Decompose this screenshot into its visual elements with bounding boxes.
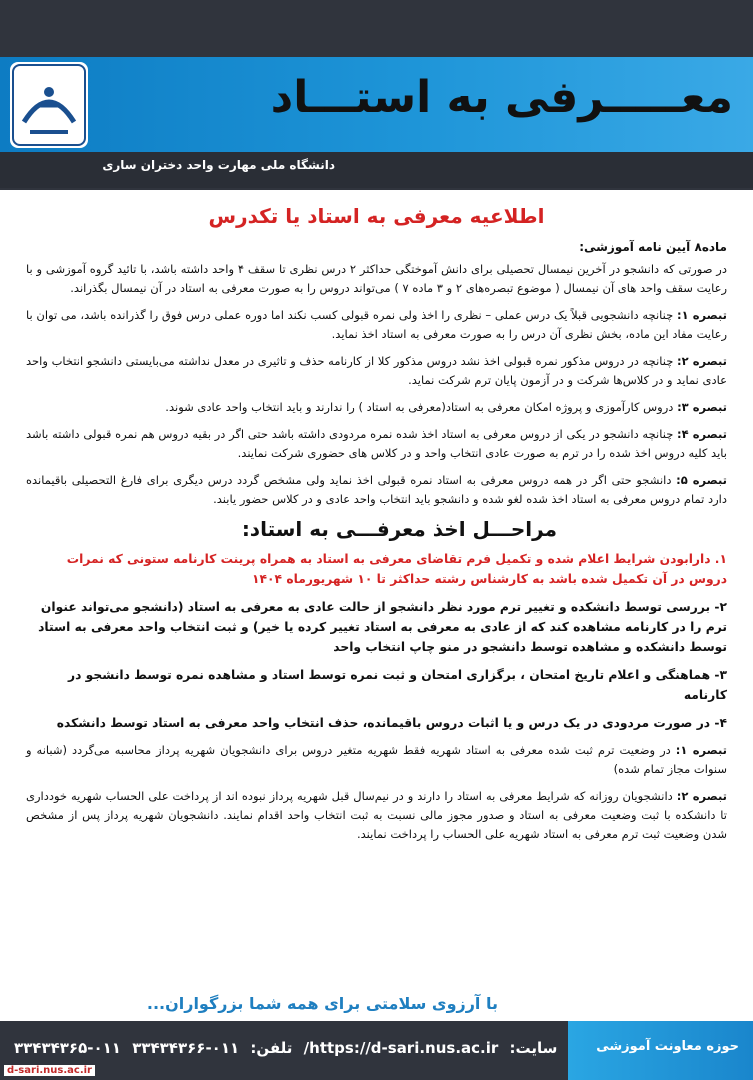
footer-unit: حوزه معاونت آموزشی: [596, 1039, 739, 1054]
watermark-stamp: d-sari.nus.ac.ir: [4, 1065, 95, 1076]
note-item: [26, 787, 727, 844]
university-name: دانشگاه ملی مهارت واحد دختران ساری: [102, 158, 335, 172]
site-link[interactable]: https://d-sari.nus.ac.ir/: [303, 1039, 499, 1057]
note-text: چنانچه در دروس مذکور نمره قبولی اخذ نشد دروس مذکور کلا از کارنامه حذف و تاثیری در معدل نداشته می‌بایستی دانشجو انتخاب واحد عادی نماید و در کلاس‌ها شرکت و در آزمون پایان ترم شرکت نماید.: [26, 354, 727, 387]
footer-contact: [8, 1039, 557, 1057]
note-label: تبصره ۳:: [677, 400, 727, 414]
note-label: تبصره ۴:: [677, 427, 727, 441]
note-item: [26, 741, 727, 779]
note-item: [26, 425, 727, 463]
phone-label: تلفن:: [250, 1039, 293, 1057]
steps-title: مراحـــل اخذ معرفـــی به استاد:: [241, 517, 557, 541]
note-item: [26, 352, 727, 390]
note-item: [26, 471, 727, 509]
phone-number: ۰۱۱-۳۳۴۳۴۳۶۵: [14, 1039, 121, 1057]
note-label: تبصره ۲:: [676, 789, 727, 803]
footer: [0, 1021, 753, 1080]
note-label: تبصره ۵:: [676, 473, 727, 487]
step-item: ۴- در صورت مردودی در یک درس و یا اثبات دروس باقیمانده، حذف انتخاب واحد معرفی به استاد توسط دانشکده: [56, 716, 727, 730]
note-item: [26, 306, 727, 344]
article-text: در صورتی که دانشجو در آخرین نیمسال تحصیلی برای دانش آموختگی حداکثر ۲ درس نظری تا سقف ۴ واحد داشته باشد، با تائید گروه آموزشی و با رعایت سقف واحد های آن نیمسال ( موضوع تبصره‌های ۲ و ۳ ماده ۷ ) می‌تواند دروس را به صورت معرفی به استاد در آن نیمسال بگذراند.: [26, 262, 727, 295]
step-item: ۲- بررسی توسط دانشکده و تغییر ترم مورد نظر دانشجو از حالت عادی به معرفی به استاد (دانشجو می‌تواند عنوان ترم را در کارنامه مشاهده کند که از عادی به معرفی به استاد تغییر کرده یا خیر) و ثبت انتخاب واحد معرفی به استاد توسط دانشکده و مشاهده توسط دانشجو در منو چاپ انتخاب واحد: [38, 600, 727, 654]
step-item: ۳- هماهنگی و اعلام تاریخ امتحان ، برگزاری امتحان و ثبت نمره توسط استاد و مشاهده نمره توسط دانشجو در کارنامه: [68, 668, 727, 702]
note-text: چنانچه دانشجو در یکی از دروس معرفی به استاد اخذ شده نمره مردودی داشته باشد حتی اگر در بقیه دروس هم نمره قبولی داشته باشد باید کلیه دروس اخذ شده را در ترم به صورت عادی انتخاب واحد و در کلاس های حضوری شرکت نمایند.: [26, 427, 727, 460]
notice-content: [26, 198, 727, 852]
phone-number: ۰۱۱-۳۳۴۳۴۳۶۶: [132, 1039, 240, 1057]
logo-emblem-icon: [10, 62, 88, 148]
closing-message: با آرزوی سلامتی برای همه شما بزرگواران...: [146, 994, 498, 1013]
note-item: [26, 398, 727, 417]
note-label: تبصره ۲:: [677, 354, 727, 368]
note-text: چنانچه دانشجویی قبلاً یک درس عملی – نظری را اخذ ولی نمره قبولی کسب نکند اما دوره عملی درس فوق را گذرانده باشد، می توان با رعایت مفاد این ماده، بخش نظری آن درس را به صورت معرفی به استاد اخذ نماید.: [26, 308, 727, 341]
page-title: معـــــرفی به استـــاد: [270, 72, 733, 123]
university-logo: [10, 62, 88, 148]
notice-title: اطلاعیه معرفی به استاد یا تکدرس: [208, 204, 545, 228]
footer-unit-panel: [568, 1021, 753, 1080]
site-label: سایت:: [509, 1039, 558, 1057]
note-text: دروس کارآموزی و پروژه امکان معرفی به استاد(معرفی به استاد ) را ندارند و باید انتخاب واحد عادی شوند.: [165, 400, 678, 414]
note-label: تبصره ۱:: [675, 743, 727, 757]
step-item: ۱. دارابودن شرایط اعلام شده و تکمیل فرم تقاضای معرفی به استاد به همراه پرینت کارنامه ستونی که نمرات دروس در آن تکمیل شده باشد به کارشناس رشته حداکثر تا ۱۰ شهریورماه ۱۴۰۴: [66, 552, 727, 586]
note-text: در وضعیت ترم ثبت شده معرفی به استاد شهریه فقط شهریه متغیر دروس برای دانشجویان شهریه پرداز محاسبه می‌گردد (شبانه و سنوات مجاز تمام شده): [26, 743, 727, 776]
article-heading: ماده۸ آیین نامه آموزشی:: [579, 240, 727, 254]
note-text: دانشجویان روزانه که شرایط معرفی به استاد را دارند و در نیم‌سال قبل شهریه پرداز نبوده اند از پرداخت علی الحساب شهریه خودداری تا دانشکده با ثبت وضعیت معرفی به استاد و صدور مجوز مالی نسبت به ثبت انتخاب واحد اقدام نمایند. دانشجویان شهریه پرداز پس از مشخص شدن وضعیت ثبت ترم معرفی به استاد شهریه علی الحساب را پرداخت نمایند.: [26, 789, 727, 841]
note-label: تبصره ۱:: [676, 308, 727, 322]
note-text: دانشجو حتی اگر در همه دروس معرفی به استاد نمره قبولی اخذ نماید ولی مشخص گردد درس دیگری برای فارغ التحصیلی باقیمانده دارد تمام دروس معرفی به استاد اخذ شده لغو شده و دانشجو باید انتخاب واحد عادی و در کلاس حضور یابند.: [26, 473, 727, 506]
